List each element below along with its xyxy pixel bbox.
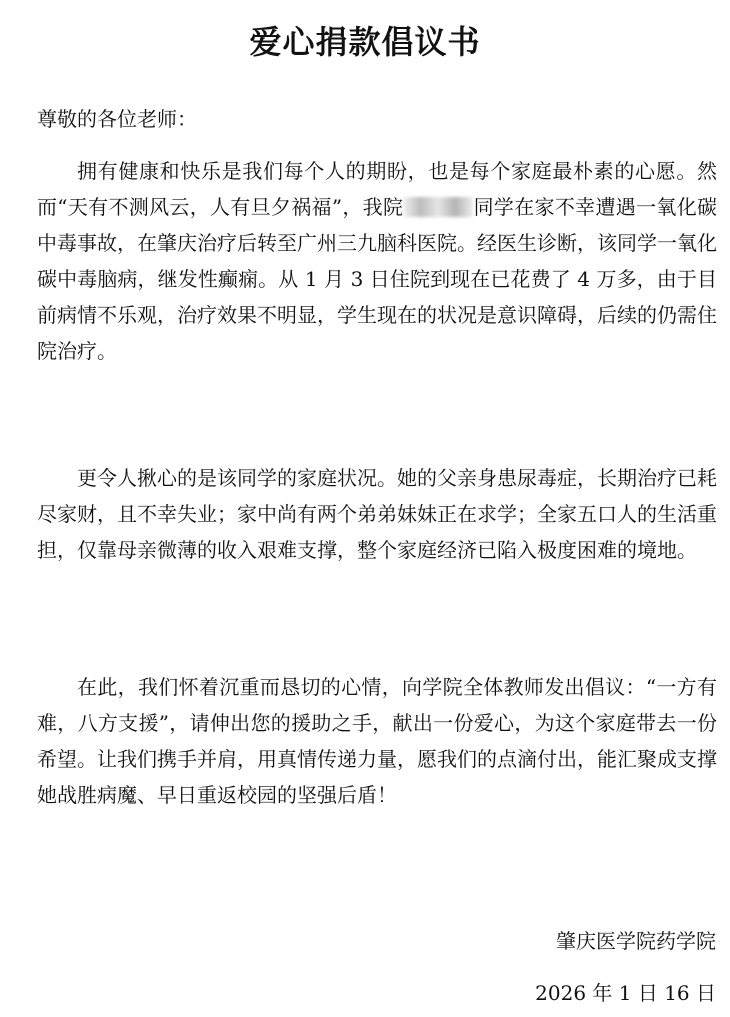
- paragraph-3: 在此，我们怀着沉重而恳切的心情，向学院全体教师发出倡议：“一方有难，八方支援”，请伸出您的援助之手，献出一份爱心，为这个家庭带去一份希望。让我们携手并肩，用真情传递力量，愿我们的点滴付出，能汇聚成支撑她战胜病魔、早日重返校园的坚强后盾！: [37, 675, 717, 807]
- paragraph-1-text-after: 同学在家不幸遭遇一氧化碳中毒事故，在肇庆治疗后转至广州三九脑科医院。经医生诊断，该同学一氧化碳中毒脑病，继发性癫痫。从 1 月 3 日住院到现在已花费了 4 万多，由于目前病情不乐观，治疗效果不明显，学生现在的状况是意识障碍，后续的仍需住院治疗。: [37, 195, 718, 363]
- date: 2026 年 1 日 16 日: [535, 981, 716, 1005]
- paragraph-1-text-before: 拥有健康和快乐是我们每个人的期盼，也是每个家庭最朴素的心愿。然而“天有不测风云，人有旦夕祸福”，我院: [37, 159, 717, 219]
- paragraph-1: [37, 153, 717, 369]
- redacted-name: [403, 197, 473, 217]
- salutation: 尊敬的各位老师：: [37, 107, 197, 131]
- document-title: 爱心捐款倡议书: [249, 23, 481, 61]
- signature: 肇庆医学院药学院: [556, 929, 716, 953]
- paragraph-2: 更令人揪心的是该同学的家庭状况。她的父亲身患尿毒症，长期治疗已耗尽家财，且不幸失业；家中尚有两个弟弟妹妹正在求学；全家五口人的生活重担，仅靠母亲微薄的收入艰难支撑，整个家庭经济已陷入极度困难的境地。: [37, 466, 717, 562]
